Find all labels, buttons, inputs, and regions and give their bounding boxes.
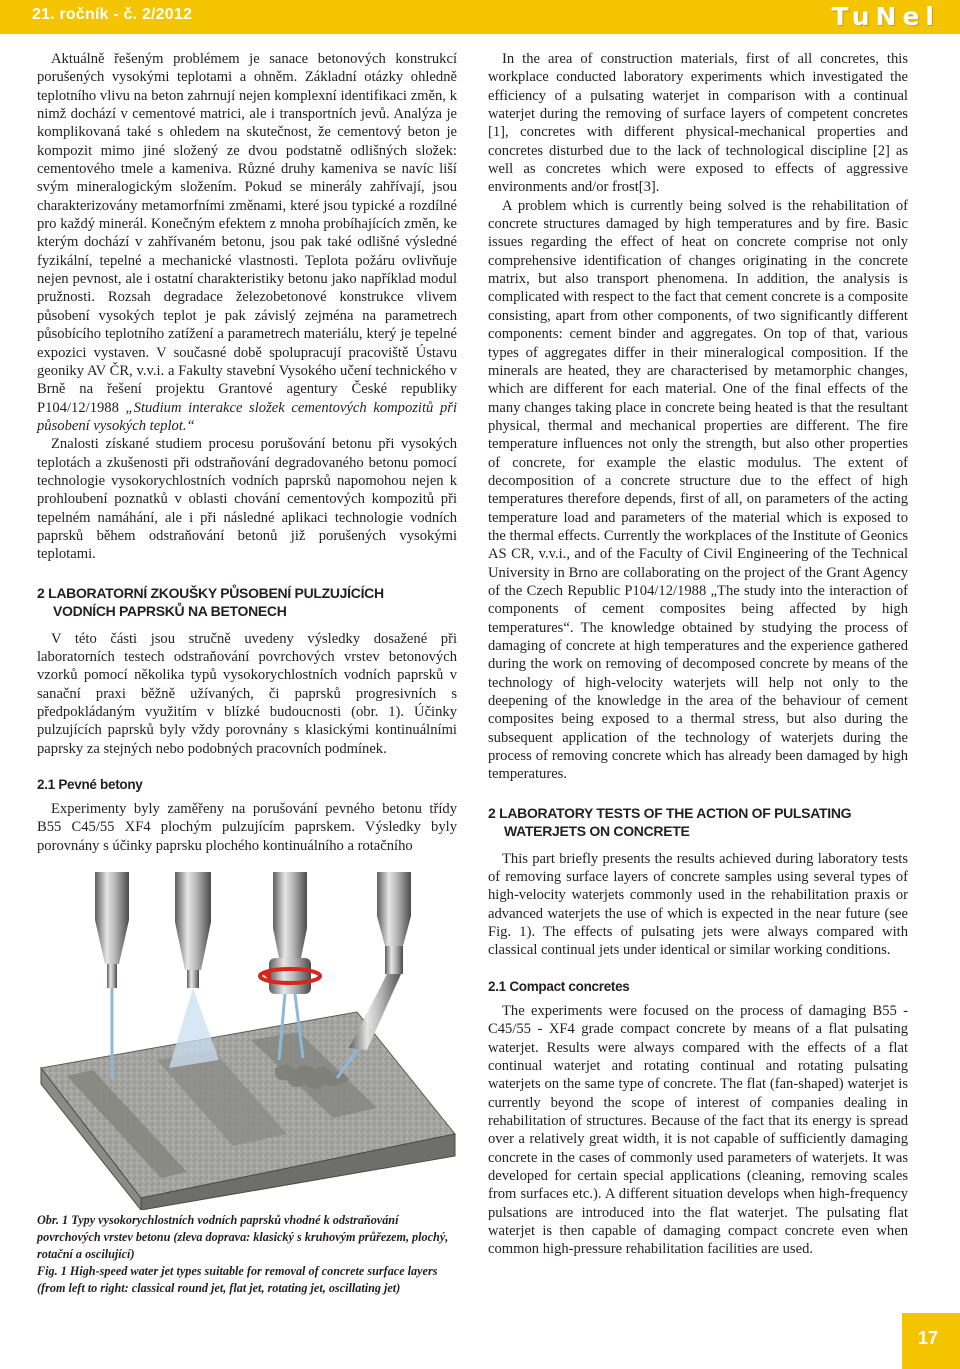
left-column — [37, 50, 457, 855]
left-paragraph-4: Experimenty byly zaměřeny na porušování pevného betonu třídy B55 C45/55 XF4 plochým pulzujícím paprskem. Výsledky byly porovnány s účinky paprsku plochého kontinuálního a rotačního — [37, 801, 457, 854]
right-paragraph-4: The experiments were focused on the process of damaging B55 - C45/55 - XF4 grade compact concrete by means of a flat pulsating waterjet. Results were always compared with the effects of a flat continual waterjet and rotating continual and rotating pulsating waterjets on the same type of concrete. The flat (fan-shaped) waterjet is currently beyond the scope of interest of companies dealing in rehabilitation of structures. Because of the fact that its energy is spread over a relatively great width, it is not capable of sufficiently damaging concrete in the cases of commonly used parameters of waterjets. It was developed for certain special applications (cleaning, removing scales from surfaces etc.). A different situation develops when high-frequency pulsations are introduced into the flat waterjet. The pulsating flat waterjet is then capable of damaging compact concrete even when common high-pressure rehabilitation facilities are used. — [488, 1002, 908, 1258]
right-paragraph-3: This part briefly presents the results achieved during laboratory tests of removing surface layers of concrete samples using several types of high-velocity waterjets commonly used in the rehabilitation praxis or advanced waterjets the use of which is expected in the near future (see Fig. 1). The effects of pulsating jets were always compared with classical continual jets under identical or similar working conditions. — [488, 850, 908, 959]
issue-label: 21. ročník - č. 2/2012 — [32, 6, 193, 23]
figure-caption — [37, 1212, 459, 1297]
left-paragraph-1: Aktuálně řešeným problémem je sanace betonových konstrukcí porušených vysokými teplotami a ohněm. Základní otázky ohledně teplotního vlivu na beton zahrnují nejen komplexní identifikaci změn, k nimž dochází v cementové matrici, ale i transportních jevů. Analýza je komplikovaná také s ohledem na skutečnost, že cementový beton je kompozit mimo jiné složený ze dvou podstatně odlišných složek: cementového tmele a kameniva. Různé druhy kameniva se navíc liší svým mineralogickým složením. Pokud se minerály zahřívají, jsou charakterizovány metamorfními změnami, které jsou typické a rozdílné pro každý minerál. Konečným efektem z mnoha probíhajících změn, ke kterým dochází v zahřívaném betonu, jsou pak také odlišné výsledné fyzikální, tepelné a mechanické vlastnosti. Teplota požáru ovlivňuje nejen pevnost, ale i ostatní charakteristiky betonu jako například modul pružnosti. Rozsah degradace železobetonové konstrukce vlivem působení vysokých teplot je pak závislý zejména na parametrech působícího teplotního zatížení a parametrech materiálu, který je tepelné expozici vystaven. V současné době spolupracují pracoviště Ústavu geoniky AV ČR, v.v.i. a Fakulty stavební Vysokého učení technického v Brně na řešení projektu Grantové agentury České republiky P104/12/1988 „Studium interakce složek cementových kompozitů při působení vysokých teplot.“ — [37, 51, 458, 434]
nozzle-round-jet — [95, 872, 129, 1078]
waterjet-figure — [37, 872, 459, 1210]
left-paragraph-2: Znalosti získané studiem procesu porušování betonu při vysokých teplotách a zkušenosti při odstraňování degradovaného betonu pomocí technologie vysokorychlostních vodních paprsků napomohou nejen k prohloubení poznatků v oblasti chování cementových kompozitů při tepelném namáhání, ale i při následné aplikaci technologie vodních paprsků během odstraňování betonů již porušených vysokými teplotami. — [37, 436, 457, 563]
journal-logo: TuNel — [831, 2, 940, 31]
caption-en: Fig. 1 High-speed water jet types suitable for removal of concrete surface layers (from left to right: classical round jet, flat jet, rotating jet, oscillating jet) — [37, 1264, 438, 1295]
right-column — [488, 50, 908, 1259]
concrete-slab — [41, 1012, 455, 1210]
subsection-heading-cz: 2.1 Pevné betony — [37, 777, 143, 793]
page-header — [0, 0, 960, 34]
subsection-heading-en: 2.1 Compact concretes — [488, 978, 630, 994]
right-paragraph-1: In the area of construction materials, first of all concretes, this workplace conducted laboratory experiments which investigated the efficiency of a pulsating waterjet in comparison with a continual waterjet during the removing of surface layers of competent concretes [1], concretes with different physical-mechanical properties and concretes disturbed due to the lack of technological discipline [2] as well as concretes which were exposed to effects of aggressive environments and/or frost[3]. — [488, 51, 908, 196]
page-number: 17 — [918, 1328, 939, 1348]
section-heading-en: 2 LABORATORY TESTS OF THE ACTION OF PULSATING WATERJETS ON CONCRETE — [488, 804, 852, 839]
page-number-box — [902, 1313, 960, 1369]
section-heading-cz: 2 LABORATORNÍ ZKOUŠKY PŮSOBENÍ PULZUJÍCÍCH VODNÍCH PAPRSKŮ NA BETONECH — [37, 584, 384, 619]
left-paragraph-3: V této části jsou stručně uvedeny výsledky dosažené při laboratorních testech odstraňování povrchových vrstev betonových vzorků pomocí několika typů vysokorychlostních vodních paprsků v sanační praxi běžně užívaných, či paprsků progresivních s předpokládaným využitím v blízké budoucnosti (obr. 1). Účinky pulzujících paprsků byly vždy porovnány s klasickými kontinuálními paprsky za stejných nebo podobných pracovních podmínek. — [37, 630, 457, 757]
right-paragraph-2: A problem which is currently being solved is the rehabilitation of concrete structures damaged by high temperatures and by fire. Basic issues regarding the effect of heat on concrete comprise not only comprehensive identification of changes originating in the concrete matrix, but also transport phenomena. In addition, the analysis is complicated with respect to the fact that cement concrete is a composite consisting, apart from other components, of two significantly different components: cement binder and aggregates. On top of that, various types of aggregates differ in their mineralogical composition. If the minerals are heated, they are characterised by metamorphic changes, which are different for each material. One of the final effects of the many changes taking place in concrete being heated is that the resultant physical, thermal and mechanical properties are different. The fire temperature influences not only the strength, but also other properties of concrete, for example the elastic modulus. The extent of decomposition of a concrete structure due to the effect of high temperatures therefore depends, first of all, on parameters of the acting temperature load and parameters of the material which is exposed to the thermal effects. Currently the workplaces of the Institute of Geonics AS CR, v.v.i., and of the Faculty of Civil Engineering of the Technical University in Brno are collaborating on the project of the Grant Agency of the Czech Republic P104/12/1988 „The study into the interaction of components of cement composites being affected by high temperatures“. The knowledge obtained by studying the process of damaging of concrete at high temperatures and the experience gathered during the work on removing of decomposed concrete by means of the technology of high-velocity waterjets will help not only to the deepening of the knowledge in the area of the behaviour of cement composites being exposed to a thermal stress, but also during the subsequent application of the technology of waterjets during the process of removing concrete which has already been damaged by high temperatures. — [488, 197, 908, 783]
caption-cz: Obr. 1 Typy vysokorychlostních vodních paprsků vhodné k odstraňování povrchových vrstev betonu (zleva doprava: klasický s kruhovým průřezem, plochý, rotační a oscilující) — [37, 1213, 449, 1261]
